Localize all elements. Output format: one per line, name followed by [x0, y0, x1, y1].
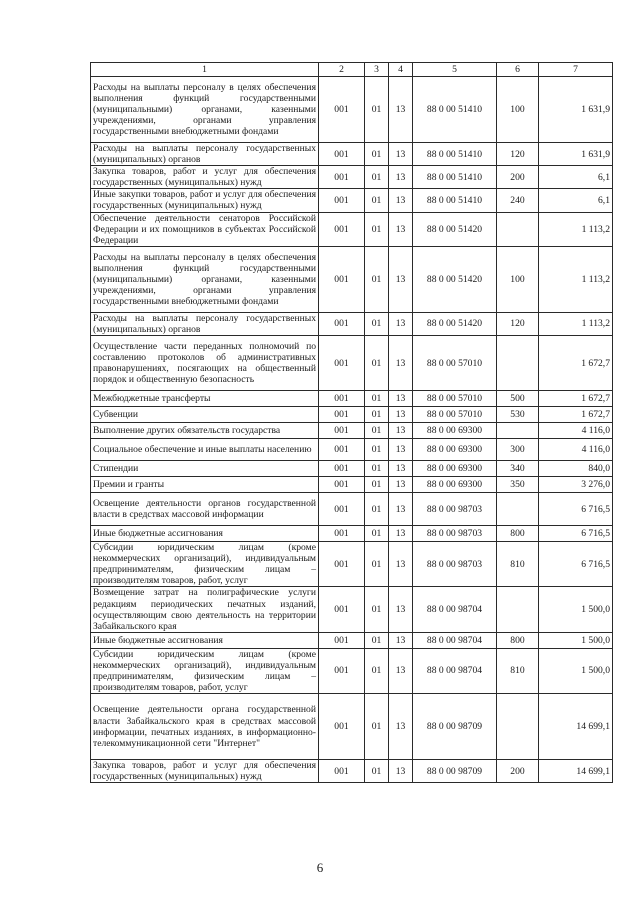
- table-row: [91, 542, 613, 587]
- row-name: Возмещение затрат на полиграфические услуги редакциям периодических печатных изданий, осуществляющим свою деятельность на территории Забайкальского края: [91, 587, 319, 632]
- row-code-expense-type: 800: [497, 526, 539, 542]
- row-amount: 1 113,2: [539, 212, 613, 246]
- row-amount: 1 500,0: [539, 587, 613, 632]
- row-code-target: 88 0 00 98703: [413, 493, 497, 526]
- row-code-expense-type: 340: [497, 461, 539, 477]
- table-row: [91, 166, 613, 189]
- header-cell: 7: [539, 63, 613, 77]
- row-code-target: 88 0 00 98709: [413, 760, 497, 783]
- row-code-gov: 001: [319, 648, 365, 693]
- row-code-subsection: 13: [389, 760, 413, 783]
- row-code-target: 88 0 00 57010: [413, 407, 497, 423]
- row-code-expense-type: 100: [497, 246, 539, 312]
- row-amount: 14 699,1: [539, 694, 613, 760]
- row-code-target: 88 0 00 69300: [413, 423, 497, 439]
- table-row: [91, 493, 613, 526]
- row-code-gov: 001: [319, 477, 365, 493]
- header-cell: 3: [365, 63, 389, 77]
- row-code-gov: 001: [319, 336, 365, 391]
- row-code-gov: 001: [319, 77, 365, 143]
- row-code-expense-type: 200: [497, 166, 539, 189]
- header-cell: 6: [497, 63, 539, 77]
- row-code-target: 88 0 00 57010: [413, 336, 497, 391]
- row-code-expense-type: 200: [497, 760, 539, 783]
- row-code-section: 01: [365, 391, 389, 407]
- row-name: Социальное обеспечение и иные выплаты населению: [91, 439, 319, 461]
- row-code-gov: 001: [319, 694, 365, 760]
- row-code-target: 88 0 00 98704: [413, 632, 497, 648]
- row-code-expense-type: 800: [497, 632, 539, 648]
- header-cell: 4: [389, 63, 413, 77]
- row-name: Межбюджетные трансферты: [91, 391, 319, 407]
- row-code-expense-type: [497, 694, 539, 760]
- row-code-section: 01: [365, 477, 389, 493]
- row-code-expense-type: [497, 587, 539, 632]
- row-code-target: 88 0 00 69300: [413, 477, 497, 493]
- row-amount: 1 113,2: [539, 246, 613, 312]
- row-amount: 6 716,5: [539, 493, 613, 526]
- table-row: [91, 312, 613, 335]
- row-amount: 1 672,7: [539, 336, 613, 391]
- row-code-gov: 001: [319, 439, 365, 461]
- row-code-expense-type: 120: [497, 312, 539, 335]
- budget-table: [90, 62, 613, 783]
- row-name: Субсидии юридическим лицам (кроме некоммерческих организаций), индивидуальным предпринимателям, физическим лицам – производителям товаров, работ, услуг: [91, 648, 319, 693]
- row-code-section: 01: [365, 246, 389, 312]
- row-name: Стипендии: [91, 461, 319, 477]
- row-code-gov: 001: [319, 632, 365, 648]
- row-code-section: 01: [365, 526, 389, 542]
- row-code-target: 88 0 00 98703: [413, 542, 497, 587]
- row-amount: 14 699,1: [539, 760, 613, 783]
- table-row: [91, 694, 613, 760]
- row-amount: 1 500,0: [539, 632, 613, 648]
- row-amount: 840,0: [539, 461, 613, 477]
- row-code-subsection: 13: [389, 461, 413, 477]
- row-code-subsection: 13: [389, 477, 413, 493]
- row-name: Расходы на выплаты персоналу государственных (муниципальных) органов: [91, 312, 319, 335]
- row-code-target: 88 0 00 69300: [413, 439, 497, 461]
- row-code-section: 01: [365, 77, 389, 143]
- row-amount: 1 500,0: [539, 648, 613, 693]
- row-code-subsection: 13: [389, 423, 413, 439]
- row-name: Освещение деятельности органов государственной власти в средствах массовой информации: [91, 493, 319, 526]
- table-row: [91, 461, 613, 477]
- row-code-expense-type: 500: [497, 391, 539, 407]
- table-row: [91, 423, 613, 439]
- row-code-subsection: 13: [389, 526, 413, 542]
- row-name: Закупка товаров, работ и услуг для обеспечения государственных (муниципальных) нужд: [91, 166, 319, 189]
- table-row: [91, 189, 613, 212]
- row-name: Обеспечение деятельности сенаторов Российской Федерации и их помощников в субъектах Российской Федерации: [91, 212, 319, 246]
- row-code-gov: 001: [319, 423, 365, 439]
- row-code-gov: 001: [319, 212, 365, 246]
- row-code-section: 01: [365, 212, 389, 246]
- row-code-target: 88 0 00 51420: [413, 246, 497, 312]
- row-name: Иные закупки товаров, работ и услуг для обеспечения государственных (муниципальных) нужд: [91, 189, 319, 212]
- row-code-target: 88 0 00 51410: [413, 189, 497, 212]
- row-code-gov: 001: [319, 542, 365, 587]
- table-row: [91, 587, 613, 632]
- row-code-section: 01: [365, 648, 389, 693]
- row-code-section: 01: [365, 493, 389, 526]
- row-code-section: 01: [365, 166, 389, 189]
- row-code-subsection: 13: [389, 143, 413, 166]
- row-code-expense-type: 120: [497, 143, 539, 166]
- row-code-expense-type: [497, 423, 539, 439]
- row-code-section: 01: [365, 632, 389, 648]
- row-amount: 1 672,7: [539, 407, 613, 423]
- row-amount: 1 672,7: [539, 391, 613, 407]
- row-code-section: 01: [365, 542, 389, 587]
- row-code-subsection: 13: [389, 212, 413, 246]
- row-code-section: 01: [365, 189, 389, 212]
- page-number: 6: [316, 860, 324, 875]
- table-row: [91, 246, 613, 312]
- row-code-section: 01: [365, 439, 389, 461]
- row-code-subsection: 13: [389, 542, 413, 587]
- row-code-subsection: 13: [389, 336, 413, 391]
- table-row: [91, 632, 613, 648]
- row-code-expense-type: [497, 336, 539, 391]
- row-code-gov: 001: [319, 461, 365, 477]
- row-name: Освещение деятельности органа государственной власти Забайкальского края в средствах массовой информации, печатных изданиях, в информационно-телекоммуникационной сети "Интернет": [91, 694, 319, 760]
- row-name: Субсидии юридическим лицам (кроме некоммерческих организаций), индивидуальным предпринимателям, физическим лицам – производителям товаров, работ, услуг: [91, 542, 319, 587]
- row-code-subsection: 13: [389, 189, 413, 212]
- row-code-section: 01: [365, 336, 389, 391]
- row-code-section: 01: [365, 587, 389, 632]
- table-row: [91, 526, 613, 542]
- row-name: Закупка товаров, работ и услуг для обеспечения государственных (муниципальных) нужд: [91, 760, 319, 783]
- table-header-row: [91, 63, 613, 77]
- row-code-target: 88 0 00 98704: [413, 587, 497, 632]
- header-cell: 5: [413, 63, 497, 77]
- row-code-target: 88 0 00 98703: [413, 526, 497, 542]
- row-name: Расходы на выплаты персоналу в целях обеспечения выполнения функций государственными (муниципальными) органами, казенными учреждениями, органами управления государственными внебюджетными фондами: [91, 77, 319, 143]
- row-name: Осуществление части переданных полномочий по составлению протоколов об административных правонарушениях, посягающих на общественный порядок и общественную безопасность: [91, 336, 319, 391]
- row-amount: 1 113,2: [539, 312, 613, 335]
- row-code-subsection: 13: [389, 648, 413, 693]
- row-name: Премии и гранты: [91, 477, 319, 493]
- row-code-gov: 001: [319, 166, 365, 189]
- row-code-gov: 001: [319, 189, 365, 212]
- table-row: [91, 391, 613, 407]
- row-name: Выполнение других обязательств государства: [91, 423, 319, 439]
- row-code-target: 88 0 00 51410: [413, 143, 497, 166]
- row-code-expense-type: 240: [497, 189, 539, 212]
- row-name: Иные бюджетные ассигнования: [91, 632, 319, 648]
- row-code-subsection: 13: [389, 439, 413, 461]
- row-code-section: 01: [365, 461, 389, 477]
- row-code-expense-type: 100: [497, 77, 539, 143]
- row-code-gov: 001: [319, 587, 365, 632]
- row-code-expense-type: 300: [497, 439, 539, 461]
- row-code-section: 01: [365, 407, 389, 423]
- table-row: [91, 760, 613, 783]
- table-row: [91, 477, 613, 493]
- row-code-expense-type: 810: [497, 542, 539, 587]
- row-name: Расходы на выплаты персоналу в целях обеспечения выполнения функций государственными (муниципальными) органами, казенными учреждениями, органами управления государственными внебюджетными фондами: [91, 246, 319, 312]
- table-row: [91, 439, 613, 461]
- header-cell: 1: [91, 63, 319, 77]
- row-amount: 6,1: [539, 189, 613, 212]
- row-code-expense-type: [497, 493, 539, 526]
- table-row: [91, 336, 613, 391]
- row-code-section: 01: [365, 760, 389, 783]
- row-code-subsection: 13: [389, 246, 413, 312]
- table-row: [91, 407, 613, 423]
- row-code-subsection: 13: [389, 312, 413, 335]
- row-code-target: 88 0 00 51410: [413, 166, 497, 189]
- table-row: [91, 212, 613, 246]
- row-amount: 4 116,0: [539, 439, 613, 461]
- row-code-target: 88 0 00 51420: [413, 312, 497, 335]
- row-code-gov: 001: [319, 526, 365, 542]
- row-code-section: 01: [365, 143, 389, 166]
- row-amount: 3 276,0: [539, 477, 613, 493]
- row-code-target: 88 0 00 98709: [413, 694, 497, 760]
- row-amount: 4 116,0: [539, 423, 613, 439]
- row-code-subsection: 13: [389, 391, 413, 407]
- row-name: Иные бюджетные ассигнования: [91, 526, 319, 542]
- row-code-subsection: 13: [389, 587, 413, 632]
- row-code-section: 01: [365, 423, 389, 439]
- row-code-expense-type: [497, 212, 539, 246]
- row-amount: 6 716,5: [539, 526, 613, 542]
- row-code-gov: 001: [319, 246, 365, 312]
- row-code-expense-type: 350: [497, 477, 539, 493]
- row-code-subsection: 13: [389, 632, 413, 648]
- header-cell: 2: [319, 63, 365, 77]
- row-code-section: 01: [365, 694, 389, 760]
- row-code-gov: 001: [319, 143, 365, 166]
- row-code-target: 88 0 00 51420: [413, 212, 497, 246]
- row-code-subsection: 13: [389, 77, 413, 143]
- row-code-gov: 001: [319, 312, 365, 335]
- row-amount: 6,1: [539, 166, 613, 189]
- row-amount: 1 631,9: [539, 77, 613, 143]
- row-code-gov: 001: [319, 407, 365, 423]
- row-name: Субвенции: [91, 407, 319, 423]
- row-code-gov: 001: [319, 760, 365, 783]
- table-row: [91, 77, 613, 143]
- table-row: [91, 143, 613, 166]
- row-amount: 6 716,5: [539, 542, 613, 587]
- row-code-expense-type: 810: [497, 648, 539, 693]
- row-name: Расходы на выплаты персоналу государственных (муниципальных) органов: [91, 143, 319, 166]
- table-row: [91, 648, 613, 693]
- row-code-gov: 001: [319, 391, 365, 407]
- row-code-expense-type: 530: [497, 407, 539, 423]
- row-code-target: 88 0 00 69300: [413, 461, 497, 477]
- row-code-subsection: 13: [389, 694, 413, 760]
- row-code-gov: 001: [319, 493, 365, 526]
- row-amount: 1 631,9: [539, 143, 613, 166]
- row-code-subsection: 13: [389, 407, 413, 423]
- row-code-target: 88 0 00 51410: [413, 77, 497, 143]
- row-code-subsection: 13: [389, 493, 413, 526]
- row-code-subsection: 13: [389, 166, 413, 189]
- row-code-target: 88 0 00 98704: [413, 648, 497, 693]
- row-code-section: 01: [365, 312, 389, 335]
- row-code-target: 88 0 00 57010: [413, 391, 497, 407]
